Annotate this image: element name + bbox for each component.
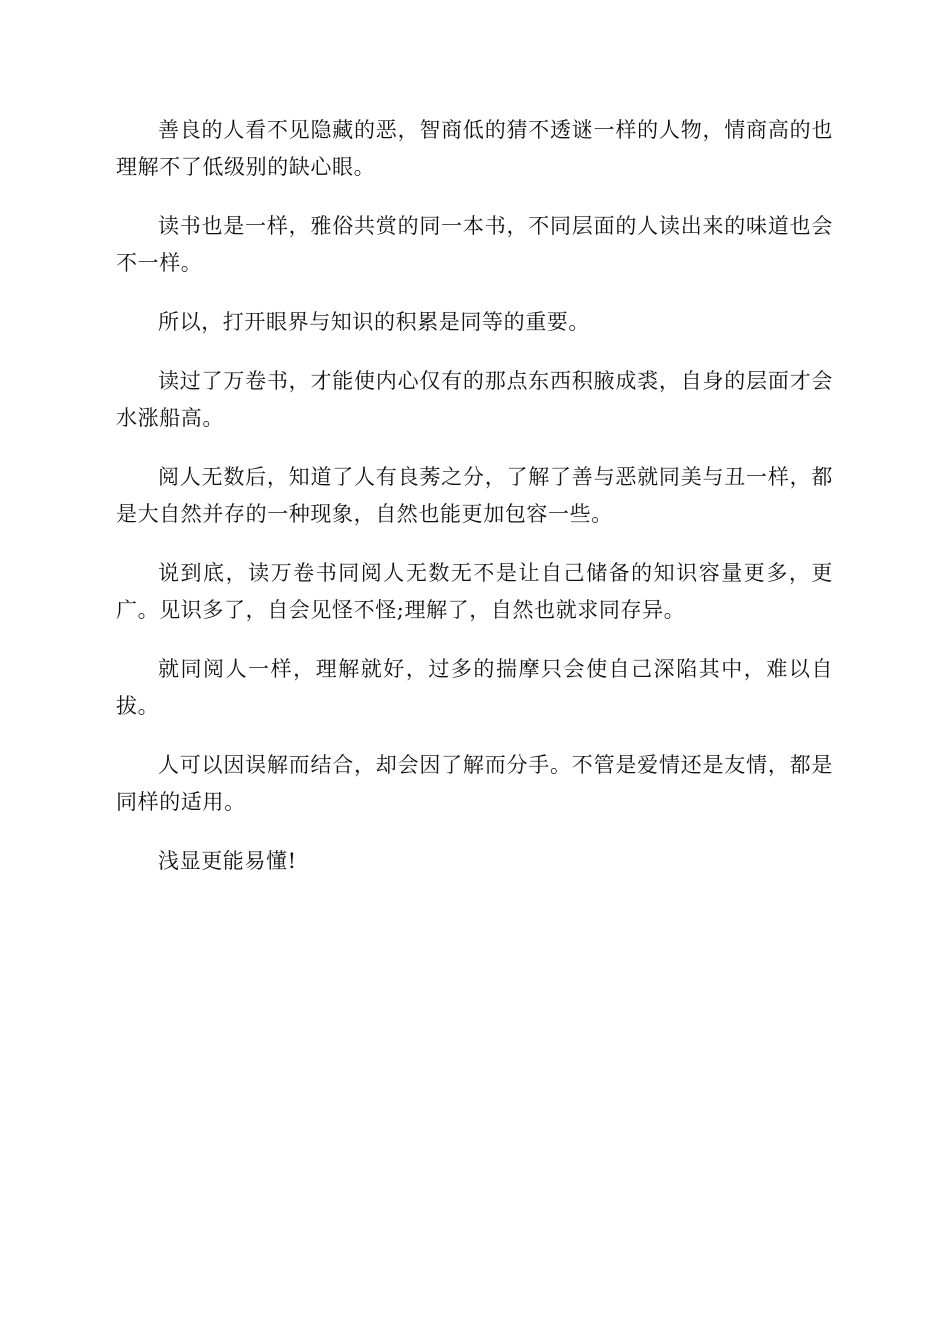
- paragraph: 读过了万卷书，才能使内心仅有的那点东西积腋成裘，自身的层面才会水涨船高。: [116, 369, 833, 430]
- paragraph: 读书也是一样，雅俗共赏的同一本书，不同层面的人读出来的味道也会不一样。: [116, 214, 833, 275]
- paragraph: 所以，打开眼界与知识的积累是同等的重要。: [158, 310, 590, 334]
- document-body: [116, 112, 833, 902]
- paragraph: 人可以因误解而结合，却会因了解而分手。不管是爱情还是友情，都是同样的适用。: [116, 753, 833, 814]
- paragraph: 说到底，读万卷书同阅人无数无不是让自己储备的知识容量更多，更广。见识多了，自会见怪不怪;理解了，自然也就求同存异。: [116, 561, 833, 622]
- paragraph: 浅显更能易懂!: [158, 849, 297, 873]
- paragraph: 阅人无数后，知道了人有良莠之分，了解了善与恶就同美与丑一样，都是大自然并存的一种现象，自然也能更加包容一些。: [116, 465, 833, 526]
- paragraph: 善良的人看不见隐藏的恶，智商低的猜不透谜一样的人物，情商高的也理解不了低级别的缺心眼。: [116, 118, 833, 179]
- paragraph: 就同阅人一样，理解就好，过多的揣摩只会使自己深陷其中，难以自拔。: [116, 657, 833, 718]
